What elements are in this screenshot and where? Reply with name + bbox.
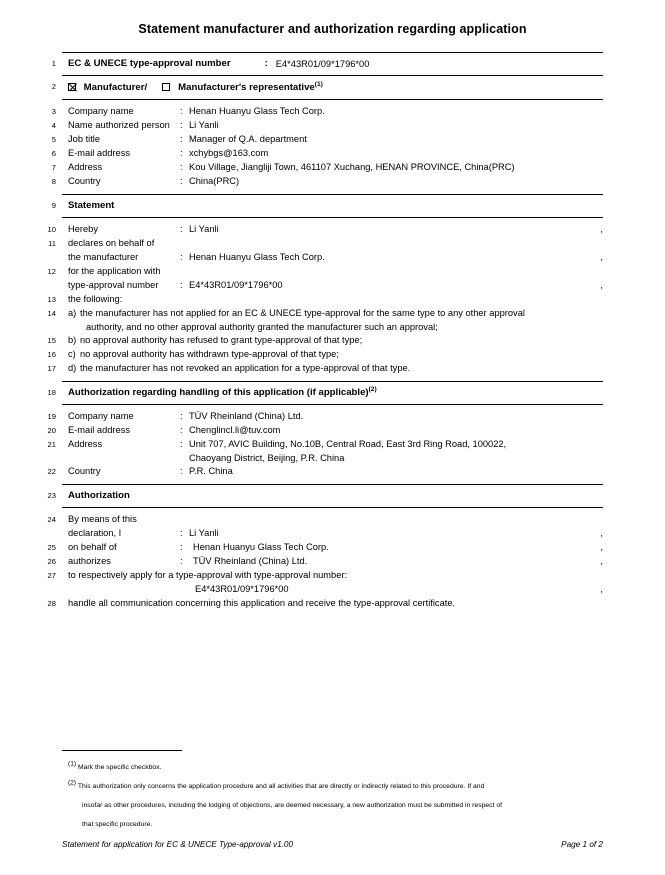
field-label: Company name (68, 411, 134, 422)
field-value: China(PRC) (189, 176, 240, 186)
manufacturer-label: Manufacturer/ (83, 82, 148, 93)
typeapproval-label: EC & UNECE type-approval number (68, 58, 231, 69)
field-label: the manufacturer (68, 252, 139, 262)
footnote-1-marker: (1) (68, 760, 77, 768)
field-label: Name authorized person (68, 120, 170, 130)
line-number: 20 (47, 426, 56, 436)
line-number: 10 (47, 225, 56, 234)
trailing-comma: , (600, 556, 603, 567)
handle-text: handle all communication concerning this application and receive the type-approval certificate. (68, 597, 456, 608)
line-number: 17 (47, 364, 56, 374)
field-colon: : (180, 162, 183, 172)
typeapproval-colon: : (264, 58, 268, 69)
field-colon: : (180, 425, 183, 436)
table-row (47, 293, 603, 307)
following-text: the following: (68, 294, 123, 304)
section-authorization-handling-header (47, 382, 603, 404)
list-marker: a) (68, 308, 77, 318)
trailing-comma: , (600, 224, 603, 234)
field-colon: : (180, 411, 183, 422)
footer-right: Page 1 of 2 (561, 840, 603, 849)
apply-text: to respectively apply for a type-approval with type-approval number: (68, 570, 348, 581)
line-number: 22 (47, 467, 56, 477)
field-colon: : (180, 224, 183, 234)
authorization-body (47, 508, 603, 615)
line-number: 24 (47, 515, 56, 525)
field-colon: : (180, 176, 183, 186)
field-value: TÜV Rheinland (China) Ltd. (189, 411, 304, 422)
list-text: the manufacturer has not revoked an application for a type-approval of that type. (80, 363, 411, 374)
footnote-2-text-line2: insofar as other procedures, including the lodging of objections, are deemed necessary, a new authorization must be submitted in respect of (82, 802, 503, 809)
checkbox-manufacturer-representative[interactable] (162, 83, 170, 91)
authorization-handling-heading: Authorization regarding handling of this application (if applicable) (68, 387, 369, 399)
apply-value: E4*43R01/09*1796*00 (195, 583, 289, 594)
field-value: TÜV Rheinland (China) Ltd. (193, 556, 308, 567)
trailing-comma: , (600, 542, 603, 553)
field-label: Country (68, 176, 101, 186)
footnote-2-marker: (2) (68, 779, 77, 787)
form-content (47, 52, 603, 616)
trailing-comma: , (600, 252, 603, 262)
field-value: xchybgs@163.com (189, 148, 269, 158)
apply-block (47, 569, 603, 596)
footnotes (62, 750, 603, 834)
list-text: the manufacturer has not applied for an EC & UNECE type-approval for the same type to any other approval (80, 308, 525, 318)
field-label: authorizes (68, 556, 111, 567)
field-colon: : (180, 120, 183, 130)
field-value: Li Yanli (189, 224, 219, 234)
table-row (47, 541, 603, 555)
footnote-marker-2: (2) (368, 386, 377, 393)
field-colon: : (180, 439, 183, 450)
line-number: 23 (47, 491, 56, 501)
field-label: Address (68, 439, 103, 450)
field-label: for the application with (68, 266, 161, 276)
line-number: 27 (47, 571, 56, 581)
representative-label: Manufacturer's representative (178, 82, 315, 93)
typeapproval-value: E4*43R01/09*1796*00 (275, 59, 370, 69)
line-number: 14 (47, 309, 56, 318)
table-row (47, 555, 603, 569)
list-text: no approval authority has refused to grant type-approval of that type; (80, 335, 363, 346)
table-row (51, 175, 603, 189)
footnote-marker-1: (1) (314, 80, 323, 88)
field-value: Chenglincl.li@tuv.com (189, 425, 281, 436)
field-colon: : (180, 134, 183, 144)
field-value: Henan Huanyu Glass Tech Corp. (189, 252, 325, 262)
footnote-2-text: This authorization only concerns the application procedure and all activities that are directly or indirectly related to this procedure. If and (77, 783, 485, 790)
trailing-comma: , (600, 280, 603, 290)
line-number: 9 (51, 201, 56, 210)
field-label: Country (68, 466, 101, 477)
line-number: 1 (51, 59, 56, 68)
field-value: E4*43R01/09*1796*00 (189, 280, 283, 290)
field-value: Li Yanli (189, 528, 219, 539)
table-row (47, 424, 603, 438)
line-number: 11 (48, 239, 56, 248)
line-number: 6 (51, 149, 56, 158)
footnote-1 (62, 758, 603, 777)
page-title: Statement manufacturer and authorization regarding application (138, 22, 527, 36)
authorization-handling-details (47, 405, 603, 484)
field-value: P.R. China (189, 466, 233, 477)
field-label: By means of this (68, 514, 137, 525)
field-label: Job title (68, 134, 101, 144)
line-number: 12 (47, 267, 56, 276)
handle-row (47, 597, 603, 611)
line-number: 28 (47, 598, 56, 608)
line-number: 25 (47, 543, 56, 553)
table-row (48, 237, 603, 251)
field-colon: : (180, 528, 183, 539)
section-statement-header (51, 195, 603, 217)
page-footer (62, 840, 603, 849)
table-row (51, 147, 603, 161)
table-row (51, 161, 603, 175)
line-number: 21 (47, 440, 56, 450)
field-label: E-mail address (68, 148, 131, 158)
table-row (47, 410, 603, 424)
table-row (51, 119, 603, 133)
field-label: type-approval number (68, 280, 159, 290)
field-colon: : (180, 542, 183, 553)
field-value-continued: Chaoyang District, Beijing, P.R. China (189, 452, 345, 463)
field-value: Henan Huanyu Glass Tech Corp. (193, 542, 329, 553)
field-label: Hereby (68, 224, 98, 234)
list-marker: d) (68, 363, 77, 374)
field-colon: : (180, 252, 183, 262)
line-number: 15 (47, 336, 56, 346)
line-number: 2 (51, 82, 56, 91)
footnote-2 (62, 777, 603, 834)
table-row (47, 265, 603, 279)
field-value: Henan Huanyu Glass Tech Corp. (189, 106, 325, 116)
field-value: Manager of Q.A. department (189, 134, 307, 144)
line-number: 4 (51, 121, 56, 130)
footnote-1-text: Mark the specific checkbox. (77, 764, 162, 771)
document-page (0, 22, 665, 875)
field-value: Li Yanli (189, 120, 219, 130)
list-item (47, 348, 603, 362)
table-row (51, 105, 603, 119)
checkbox-manufacturer[interactable] (68, 83, 76, 91)
field-value: Kou Village, Jiangliji Town, 461107 Xuchang, HENAN PROVINCE, China(PRC) (189, 162, 515, 172)
statement-body (47, 218, 603, 381)
line-number: 7 (51, 163, 56, 172)
field-label: E-mail address (68, 425, 131, 436)
list-text: no approval authority has withdrawn type-approval of that type; (80, 349, 339, 360)
list-item (47, 307, 603, 334)
field-label: declares on behalf of (68, 238, 155, 248)
footer-left: Statement for application for EC & UNECE Type-approval v1.00 (62, 840, 294, 849)
list-text-continued: authority, and no other approval authority granted the manufacturer such an approval; (86, 321, 438, 332)
section-manufacturer-header (51, 76, 603, 99)
trailing-comma: , (600, 528, 603, 539)
line-number: 5 (51, 135, 56, 144)
line-number: 16 (47, 350, 56, 360)
table-row (62, 527, 603, 541)
list-item (47, 334, 603, 348)
field-colon: : (180, 106, 183, 116)
field-label: declaration, I (68, 528, 122, 539)
table-row (47, 465, 603, 479)
line-number: 18 (47, 388, 56, 398)
section-authorization-header (47, 485, 603, 507)
table-row (62, 279, 603, 293)
table-row (47, 223, 603, 237)
footnote-2-text-line3: that specific procedure. (82, 821, 153, 828)
field-label: on behalf of (68, 542, 117, 553)
table-row (47, 438, 603, 465)
footnote-divider (62, 750, 182, 751)
table-row (47, 513, 603, 527)
line-number: 3 (51, 107, 56, 116)
field-colon: : (180, 556, 183, 567)
field-colon: : (180, 280, 183, 290)
line-number: 26 (47, 557, 56, 567)
authorization-heading: Authorization (68, 490, 130, 502)
line-number: 13 (47, 295, 56, 304)
field-label: Address (68, 162, 103, 172)
field-value: Unit 707, AVIC Building, No.10B, Central Road, East 3rd Ring Road, 100022, (189, 439, 507, 450)
field-label: Company name (68, 106, 134, 116)
field-colon: : (180, 466, 183, 477)
table-row (51, 133, 603, 147)
statement-heading: Statement (68, 200, 115, 211)
line-number: 8 (51, 177, 56, 186)
list-marker: b) (68, 335, 77, 346)
line-number: 19 (47, 412, 56, 422)
section-typeapproval (51, 53, 603, 75)
field-colon: : (180, 148, 183, 158)
list-item (47, 362, 603, 376)
table-row (62, 251, 603, 265)
list-marker: c) (68, 349, 76, 360)
trailing-comma: , (600, 583, 603, 594)
manufacturer-details (51, 100, 603, 194)
